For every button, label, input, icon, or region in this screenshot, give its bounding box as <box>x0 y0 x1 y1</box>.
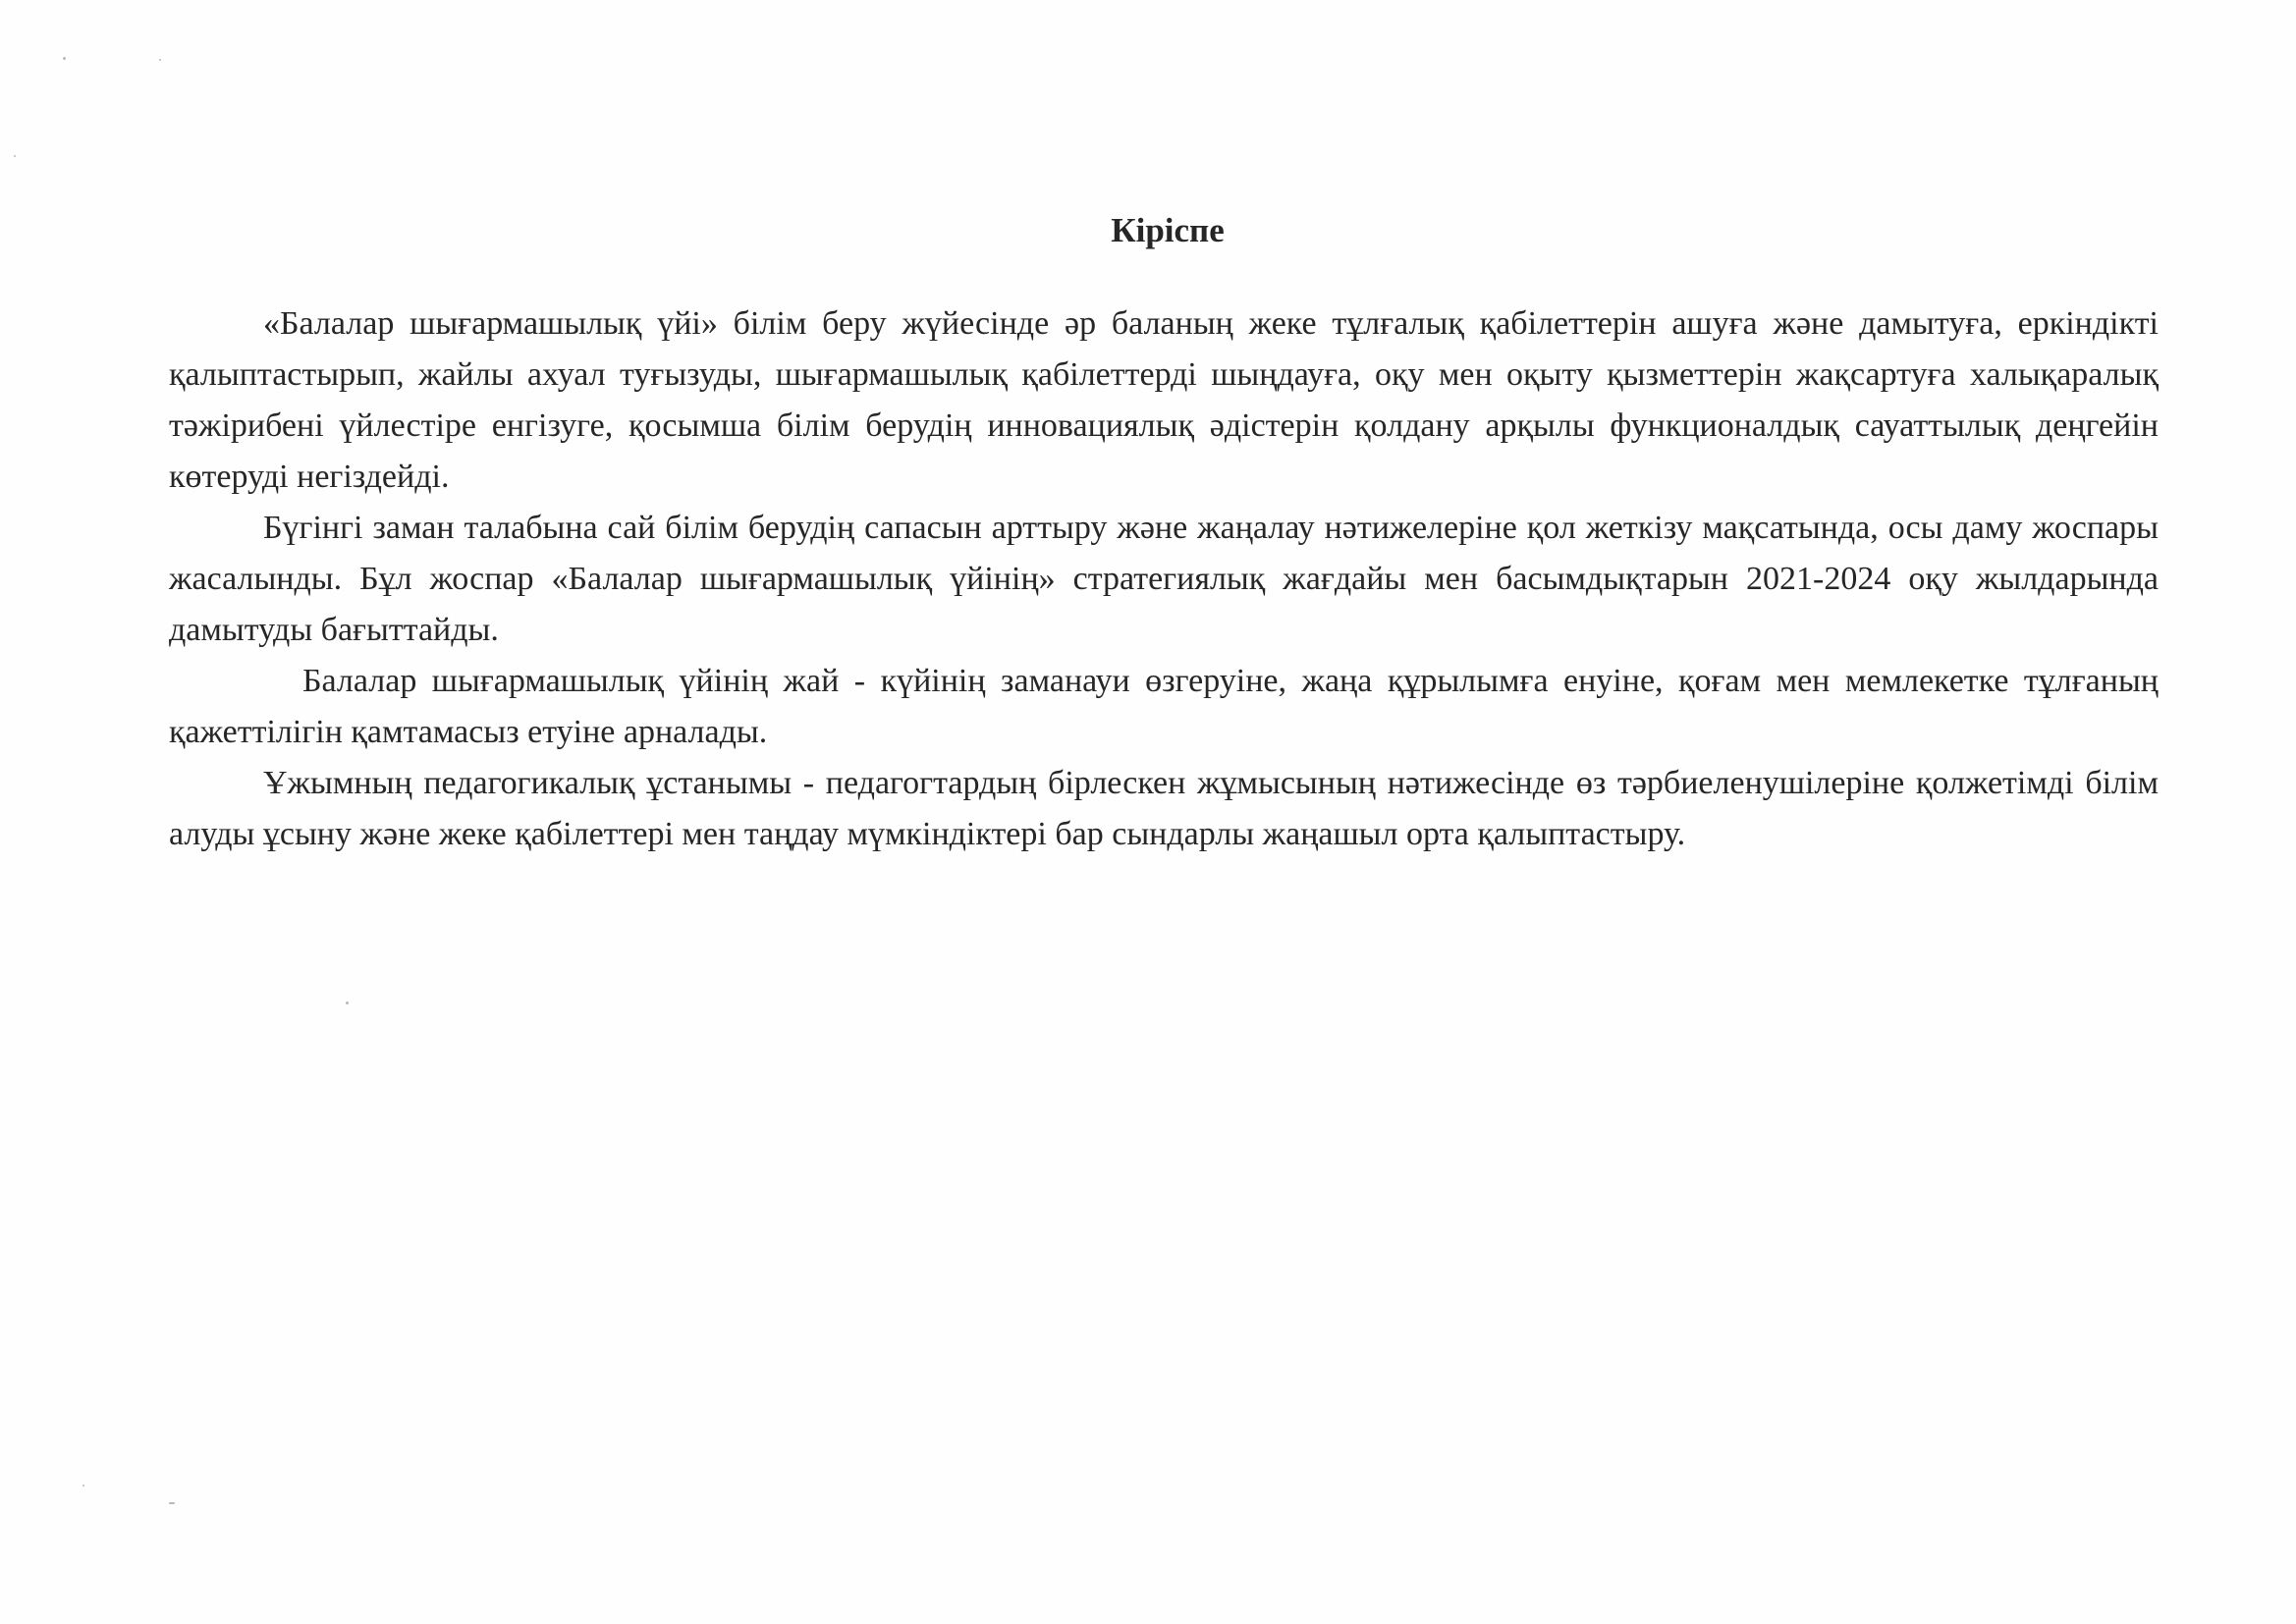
paragraph: Балалар шығармашылық үйінің жай - күйінің заманауи өзгеруіне, жаңа құрылымға енуіне, қоғам мен мемлекетке тұлғаның қажеттілігін қамтамасыз етуіне арналады. <box>169 663 2159 750</box>
paragraph: Бүгінгі заман талабына сай білім берудің сапасын арттыру және жаңалау нәтижелеріне қол жеткізу мақсатында, осы даму жоспары жасалынды. Бұл жоспар «Балалар шығармашылық үйінің» стратегиялық жағдайы мен басымдықтарын 2021-2024 оқу жылдарында дамытуды бағыттайды. <box>169 510 2159 648</box>
scan-speck <box>159 59 161 61</box>
scan-speck <box>82 1485 84 1487</box>
scan-speck <box>169 1502 175 1504</box>
document-body <box>169 204 2159 860</box>
paragraph: «Балалар шығармашылық үйі» білім беру жүйесінде әр баланың жеке тұлғалық қабілеттерін ашуға және дамытуға, еркіндікті қалыптастырып, жайлы ахуал туғызуды, шығармашылық қабілеттерді шыңдауға, оқу мен оқыту қызметтерін жақсартуға халықаралық тәжірибені үйлестіре енгізуге, қосымша білім берудің инновациялық әдістерін қолдану арқылы функционалдық сауаттылық деңгейін көтеруді негіздейді. <box>169 305 2159 495</box>
scan-speck <box>14 155 16 157</box>
document-title: Кіріспе <box>1111 211 1225 249</box>
paragraph: Ұжымның педагогикалық ұстанымы - педагогтардың бірлескен жұмысының нәтижесінде өз тәрбиеленушілеріне қолжетімді білім алуды ұсыну және жеке қабілеттері мен таңдау мүмкіндіктері бар сындарлы жаңашыл орта қалыптастыру. <box>169 765 2159 852</box>
scan-speck <box>63 57 66 60</box>
scan-speck <box>346 1001 349 1004</box>
